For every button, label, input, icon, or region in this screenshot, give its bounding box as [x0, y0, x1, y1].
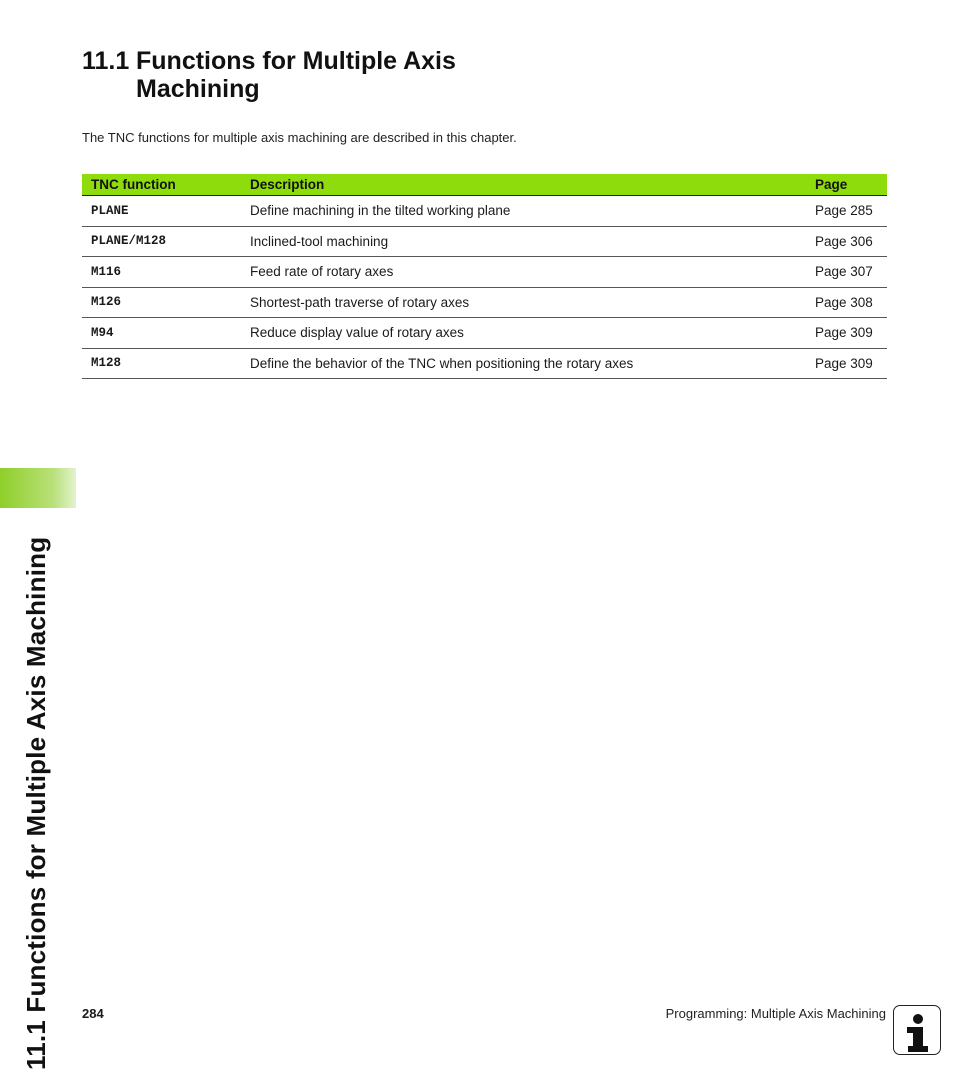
function-code: M128 [82, 348, 241, 379]
column-header-page: Page [806, 174, 887, 196]
info-icon-glyph [894, 1006, 942, 1056]
function-description: Inclined-tool machining [241, 226, 806, 257]
page-number: 284 [82, 1006, 104, 1021]
section-number: 11.1 [82, 47, 130, 75]
function-description: Define machining in the tilted working plane [241, 196, 806, 227]
table-row [82, 226, 887, 257]
table-row [82, 287, 887, 318]
table-header-row [82, 174, 887, 196]
function-description: Define the behavior of the TNC when positioning the rotary axes [241, 348, 806, 379]
functions-table [82, 174, 887, 379]
table-row [82, 196, 887, 227]
function-code: M116 [82, 257, 241, 288]
page-reference[interactable]: Page 308 [806, 287, 887, 318]
function-code: M126 [82, 287, 241, 318]
function-code: PLANE [82, 196, 241, 227]
page-reference[interactable]: Page 306 [806, 226, 887, 257]
function-description: Shortest-path traverse of rotary axes [241, 287, 806, 318]
table-row [82, 257, 887, 288]
table-row [82, 318, 887, 349]
title-line-2: Machining [136, 75, 260, 103]
page-reference[interactable]: Page 309 [806, 318, 887, 349]
function-code: PLANE/M128 [82, 226, 241, 257]
title-line-1: Functions for Multiple Axis [136, 47, 456, 75]
page-reference[interactable]: Page 307 [806, 257, 887, 288]
function-description: Reduce display value of rotary axes [241, 318, 806, 349]
intro-paragraph: The TNC functions for multiple axis machining are described in this chapter. [82, 130, 517, 145]
page-reference[interactable]: Page 285 [806, 196, 887, 227]
column-header-function: TNC function [82, 174, 241, 196]
page-title [82, 47, 456, 103]
table-row [82, 348, 887, 379]
function-code: M94 [82, 318, 241, 349]
sidebar-chapter-title: 11.1 Functions for Multiple Axis Machining [21, 536, 51, 1070]
footer-chapter-title: Programming: Multiple Axis Machining [665, 1006, 886, 1021]
info-icon [893, 1005, 941, 1055]
column-header-description: Description [241, 174, 806, 196]
function-description: Feed rate of rotary axes [241, 257, 806, 288]
page-reference[interactable]: Page 309 [806, 348, 887, 379]
